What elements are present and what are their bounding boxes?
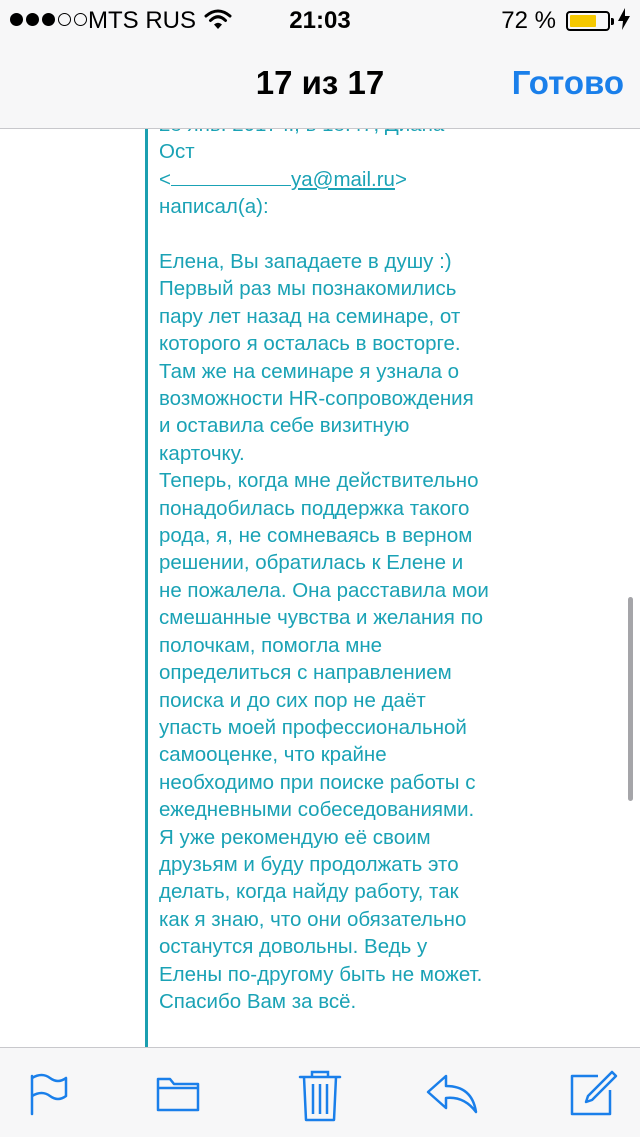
carrier-name: MTS RUS — [88, 7, 196, 34]
paragraph: Теперь, когда мне действительно понадобилась поддержка такого рода, я, не сомневаясь в верном решении, обратилась к Елене и не пожалела. Она расставила мои смешанные чувства и желания по полочкам, помогла мне определиться с направлением поиска и до сих пор не даёт упасть моей профессиональной самооценке, что крайне необходимо при поиске работы с ежедневными собеседованиями. — [159, 469, 489, 822]
folder-icon[interactable] — [154, 1070, 202, 1118]
clock: 21:03 — [289, 7, 351, 34]
email-open-bracket: < — [159, 167, 171, 191]
paragraph: Елена, Вы западаете в душу :) — [159, 250, 452, 274]
wrote-label: написал(а): — [159, 195, 269, 219]
spacer — [159, 221, 489, 248]
redacted-text — [171, 185, 291, 186]
page-title: 17 из 17 — [255, 64, 385, 101]
trash-icon[interactable] — [296, 1070, 344, 1118]
email-link[interactable] — [171, 168, 395, 191]
battery-icon — [566, 11, 610, 31]
compose-icon[interactable] — [568, 1070, 616, 1118]
battery-fill — [570, 15, 596, 27]
charging-bolt-icon — [618, 8, 630, 37]
flag-icon[interactable] — [24, 1070, 72, 1118]
sender-email[interactable] — [159, 166, 489, 193]
battery-tip — [611, 18, 614, 25]
done-button[interactable]: Готово — [511, 64, 624, 101]
paragraph: Я уже рекомендую её своим друзьям и буду продолжать это делать, когда найду работу, так как я знаю, что они обязательно останутся довольны. Ведь у Елены по-другому быть не может. — [159, 825, 483, 986]
email-body — [0, 129, 640, 1047]
quoted-message — [159, 111, 489, 1015]
top-bar — [0, 0, 640, 129]
battery-percent: 72 % — [501, 7, 556, 34]
scroll-indicator[interactable] — [628, 597, 633, 801]
quote-bar — [145, 129, 148, 1047]
email-close-bracket: > — [394, 167, 407, 191]
bottom-toolbar — [0, 1047, 640, 1137]
paragraph: Первый раз мы познакомились пару лет назад на семинаре, от которого я осталась в восторге. Там же на семинаре я узнала о возможности HR-сопровождения и оставила себе визитную карточку. — [159, 277, 474, 465]
reply-icon[interactable] — [424, 1070, 480, 1118]
status-bar — [0, 0, 640, 40]
paragraph: Спасибо Вам за всё. — [159, 989, 357, 1013]
email-suffix: ya@mail.ru — [290, 167, 395, 191]
sender-name: Ост — [159, 140, 195, 164]
